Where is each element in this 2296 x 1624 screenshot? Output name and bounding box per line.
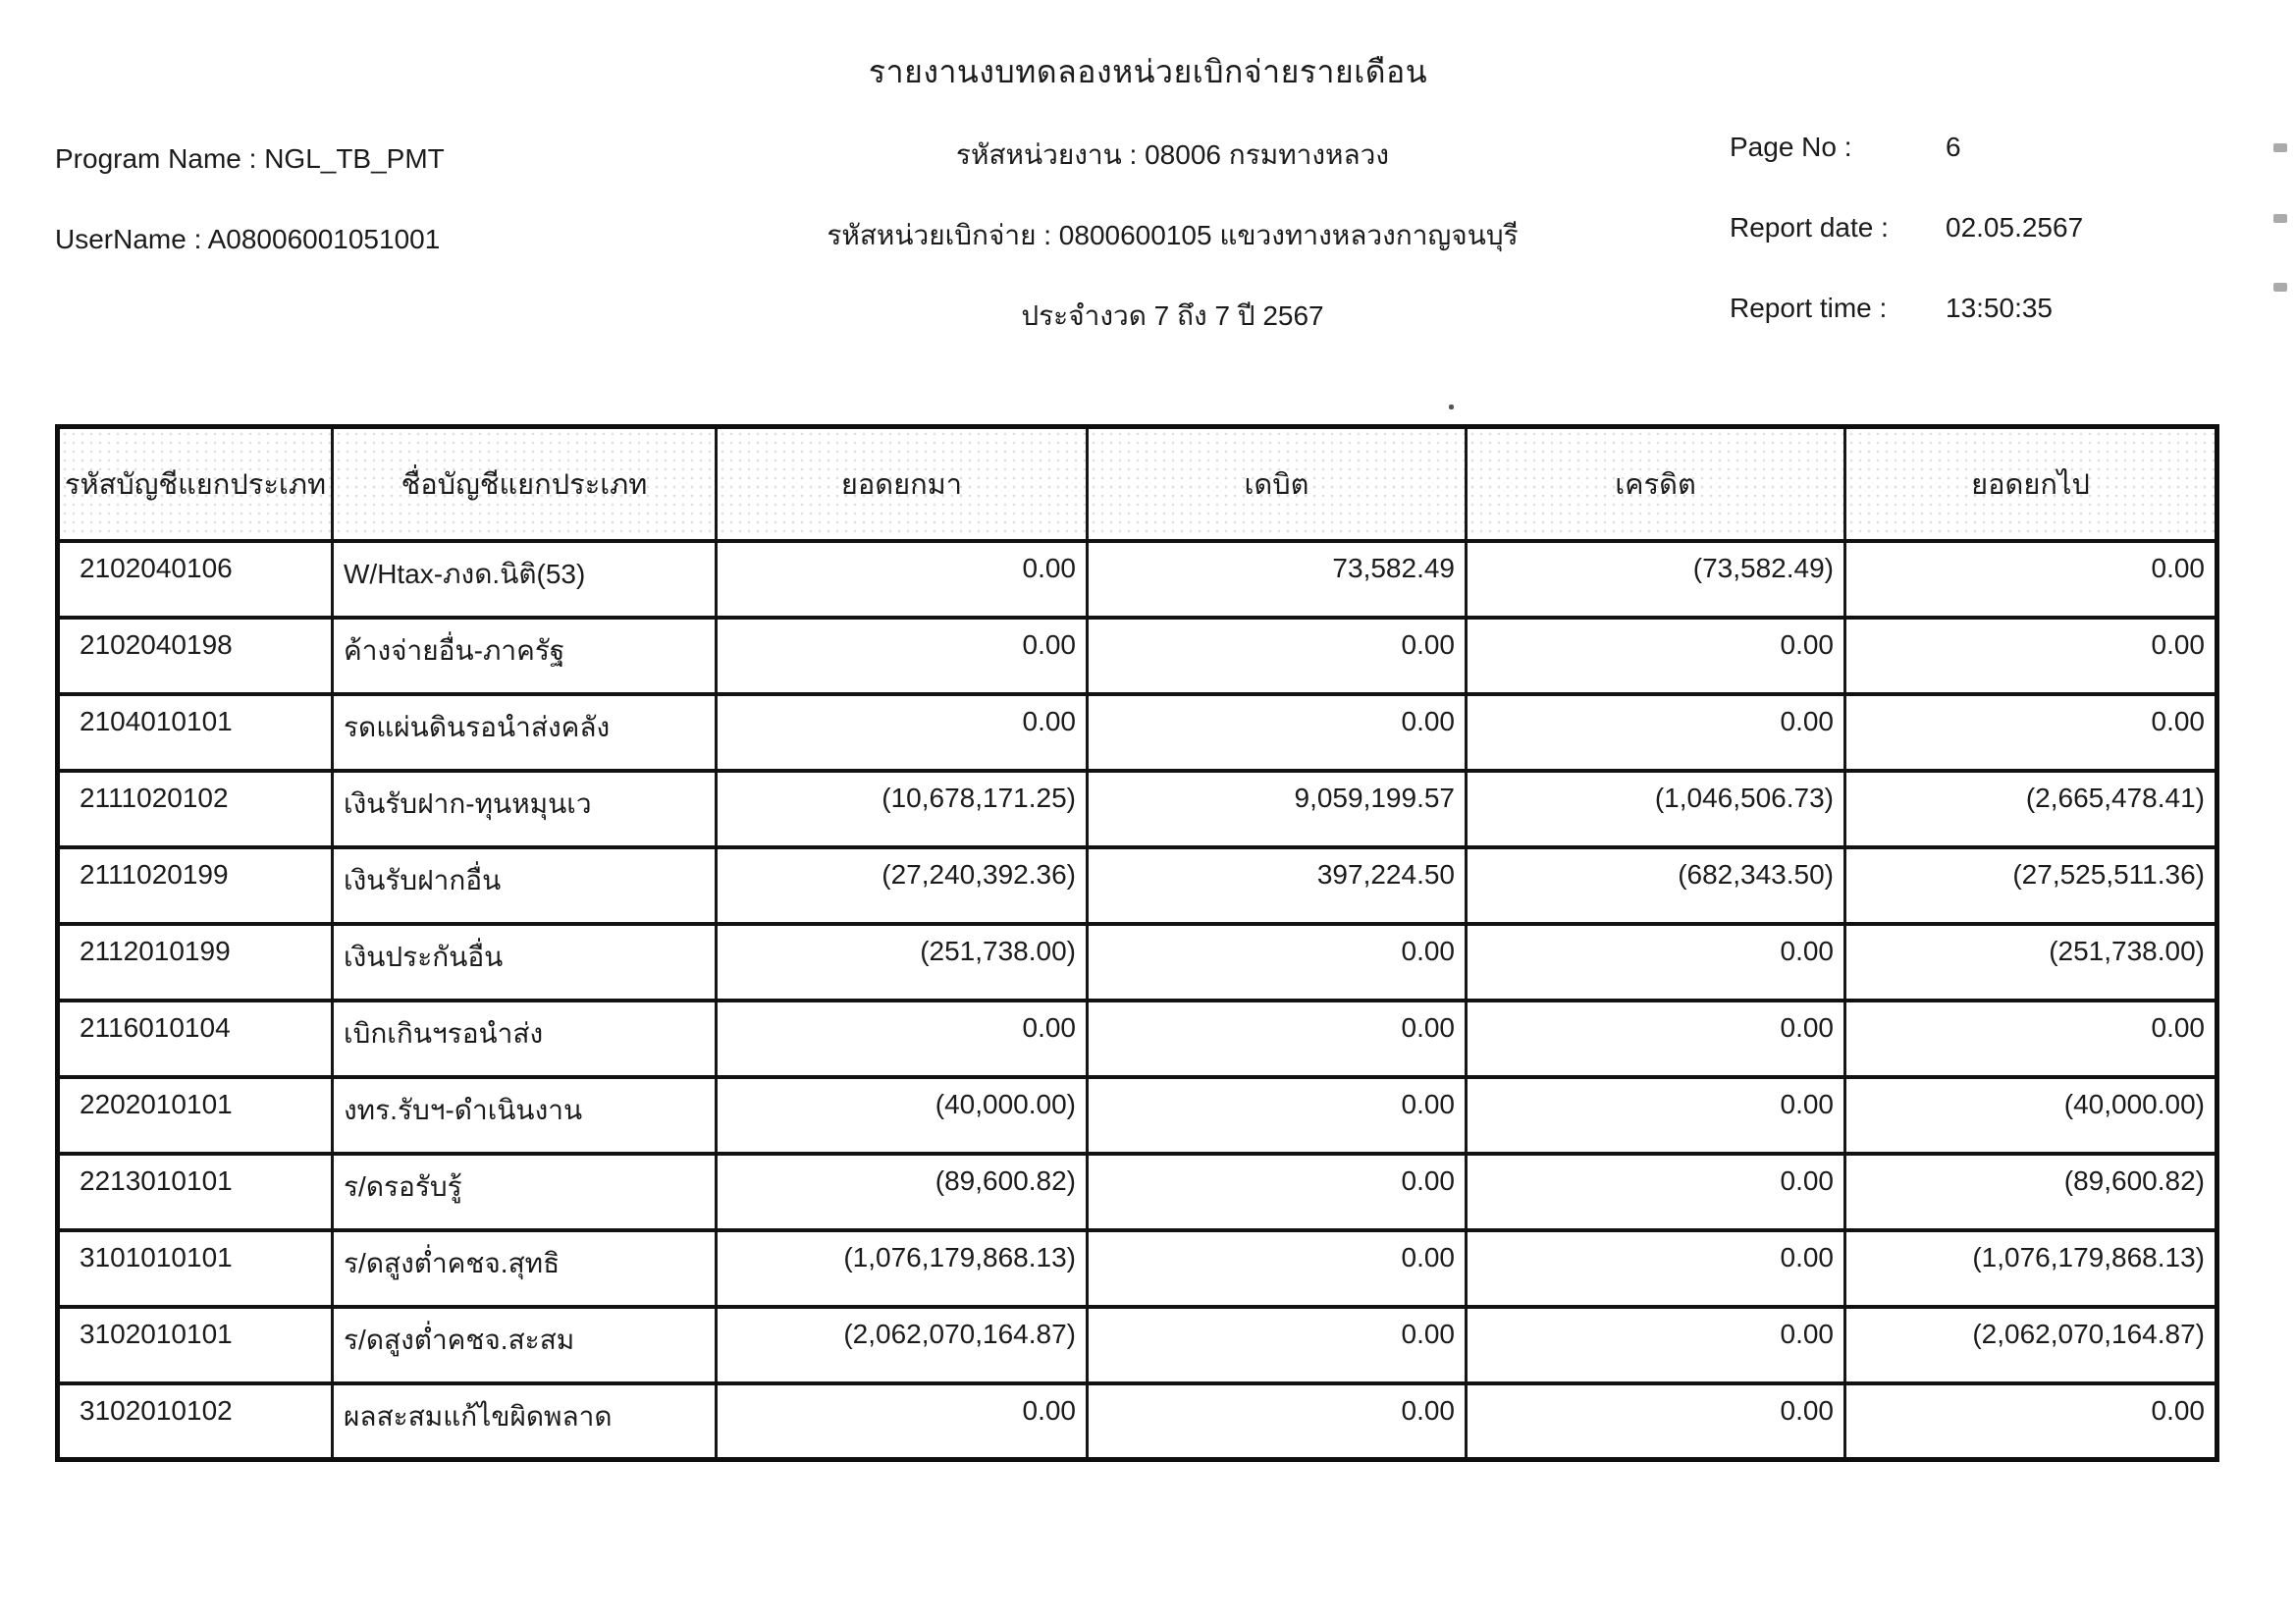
debit-cell: 0.00 — [1088, 1230, 1467, 1307]
account-name-cell: ร/ดสูงต่ำคชจ.สะสม — [333, 1307, 717, 1383]
beginning-balance-cell: (89,600.82) — [717, 1154, 1088, 1230]
ending-balance-cell: 0.00 — [1845, 1001, 2217, 1077]
ending-balance-cell: (2,062,070,164.87) — [1845, 1307, 2217, 1383]
beginning-balance-cell: (10,678,171.25) — [717, 771, 1088, 847]
ending-balance-cell: 0.00 — [1845, 541, 2217, 618]
ending-balance-cell: 0.00 — [1845, 1383, 2217, 1460]
account-name-cell: ผลสะสมแก้ไขผิดพลาด — [333, 1383, 717, 1460]
beginning-balance-cell: 0.00 — [717, 1001, 1088, 1077]
debit-cell: 0.00 — [1088, 618, 1467, 694]
credit-cell: 0.00 — [1467, 1230, 1845, 1307]
header-account-name: ชื่อบัญชีแยกประเภท — [333, 427, 717, 541]
account-code-cell: 2116010104 — [58, 1001, 333, 1077]
username-value: A08006001051001 — [207, 224, 441, 254]
account-name-cell: ร/ดสูงต่ำคชจ.สุทธิ — [333, 1230, 717, 1307]
debit-cell: 0.00 — [1088, 1383, 1467, 1460]
account-code-cell: 3101010101 — [58, 1230, 333, 1307]
credit-cell: 0.00 — [1467, 1001, 1845, 1077]
table-row — [58, 924, 2217, 1001]
table-row — [58, 1383, 2217, 1460]
account-name-cell: เงินประกันอื่น — [333, 924, 717, 1001]
table-header-row — [58, 427, 2217, 541]
scan-artifact — [2273, 143, 2287, 152]
ending-balance-cell: (1,076,179,868.13) — [1845, 1230, 2217, 1307]
scan-artifact — [2273, 283, 2287, 292]
debit-cell: 0.00 — [1088, 1001, 1467, 1077]
credit-cell: (682,343.50) — [1467, 847, 1845, 924]
account-name-cell: เงินรับฝาก-ทุนหมุนเว — [333, 771, 717, 847]
account-code-cell: 2111020199 — [58, 847, 333, 924]
scan-artifact — [2273, 214, 2287, 223]
report-table-body — [58, 541, 2217, 1460]
account-code-cell: 2202010101 — [58, 1077, 333, 1154]
account-name-cell: รดแผ่นดินรอนำส่งคลัง — [333, 694, 717, 771]
ending-balance-cell: (27,525,511.36) — [1845, 847, 2217, 924]
period-line: ประจำงวด 7 ถึง 7 ปี 2567 — [1021, 300, 1324, 331]
table-row — [58, 541, 2217, 618]
credit-cell: (1,046,506.73) — [1467, 771, 1845, 847]
table-row — [58, 771, 2217, 847]
beginning-balance-cell: 0.00 — [717, 618, 1088, 694]
credit-cell: 0.00 — [1467, 694, 1845, 771]
account-code-cell: 2102040106 — [58, 541, 333, 618]
table-row — [58, 1230, 2217, 1307]
beginning-balance-cell: 0.00 — [717, 541, 1088, 618]
header-account-code: รหัสบัญชีแยกประเภท — [58, 427, 333, 541]
trial-balance-table — [55, 424, 2219, 1462]
beginning-balance-cell: (27,240,392.36) — [717, 847, 1088, 924]
header-beginning-balance: ยอดยกมา — [717, 427, 1088, 541]
beginning-balance-cell: 0.00 — [717, 694, 1088, 771]
table-row — [58, 1077, 2217, 1154]
debit-cell: 9,059,199.57 — [1088, 771, 1467, 847]
account-code-cell: 2213010101 — [58, 1154, 333, 1230]
ending-balance-cell: (251,738.00) — [1845, 924, 2217, 1001]
account-name-cell: เงินรับฝากอื่น — [333, 847, 717, 924]
beginning-balance-cell: (40,000.00) — [717, 1077, 1088, 1154]
header-credit: เครดิต — [1467, 427, 1845, 541]
report-date-value: 02.05.2567 — [1946, 212, 2084, 243]
beginning-balance-cell: (1,076,179,868.13) — [717, 1230, 1088, 1307]
credit-cell: 0.00 — [1467, 1077, 1845, 1154]
report-time-label: Report time : — [1730, 293, 1888, 323]
table-row — [58, 694, 2217, 771]
page-no-label: Page No : — [1730, 132, 1852, 162]
table-row — [58, 618, 2217, 694]
scan-artifact — [1449, 405, 1454, 409]
header-debit: เดบิต — [1088, 427, 1467, 541]
account-code-cell: 3102010102 — [58, 1383, 333, 1460]
table-row — [58, 847, 2217, 924]
account-code-cell: 2104010101 — [58, 694, 333, 771]
beginning-balance-cell: 0.00 — [717, 1383, 1088, 1460]
account-name-cell: ร/ดรอรับรู้ — [333, 1154, 717, 1230]
ending-balance-cell: (2,665,478.41) — [1845, 771, 2217, 847]
debit-cell: 0.00 — [1088, 924, 1467, 1001]
debit-cell: 0.00 — [1088, 1154, 1467, 1230]
report-time-value: 13:50:35 — [1946, 293, 2053, 323]
program-name-value: NGL_TB_PMT — [264, 143, 445, 174]
account-name-cell: W/Htax-ภงด.นิติ(53) — [333, 541, 717, 618]
credit-cell: 0.00 — [1467, 1154, 1845, 1230]
agency-code-line: รหัสหน่วยงาน : 08006 กรมทางหลวง — [955, 139, 1390, 170]
credit-cell: 0.00 — [1467, 1383, 1845, 1460]
report-title: รายงานงบทดลองหน่วยเบิกจ่ายรายเดือน — [868, 54, 1428, 89]
account-name-cell: เบิกเกินฯรอนำส่ง — [333, 1001, 717, 1077]
debit-cell: 0.00 — [1088, 694, 1467, 771]
username-label: UserName : — [55, 224, 202, 254]
beginning-balance-cell: (251,738.00) — [717, 924, 1088, 1001]
report-date-label: Report date : — [1730, 212, 1889, 243]
account-code-cell: 2111020102 — [58, 771, 333, 847]
credit-cell: (73,582.49) — [1467, 541, 1845, 618]
ending-balance-cell: (40,000.00) — [1845, 1077, 2217, 1154]
account-code-cell: 2102040198 — [58, 618, 333, 694]
header-ending-balance: ยอดยกไป — [1845, 427, 2217, 541]
table-row — [58, 1001, 2217, 1077]
credit-cell: 0.00 — [1467, 618, 1845, 694]
debit-cell: 0.00 — [1088, 1077, 1467, 1154]
account-name-cell: งทร.รับฯ-ดำเนินงาน — [333, 1077, 717, 1154]
account-code-cell: 3102010101 — [58, 1307, 333, 1383]
program-name-label: Program Name : — [55, 143, 257, 174]
debit-cell: 397,224.50 — [1088, 847, 1467, 924]
credit-cell: 0.00 — [1467, 924, 1845, 1001]
ending-balance-cell: (89,600.82) — [1845, 1154, 2217, 1230]
beginning-balance-cell: (2,062,070,164.87) — [717, 1307, 1088, 1383]
table-row — [58, 1307, 2217, 1383]
account-name-cell: ค้างจ่ายอื่น-ภาครัฐ — [333, 618, 717, 694]
debit-cell: 73,582.49 — [1088, 541, 1467, 618]
account-code-cell: 2112010199 — [58, 924, 333, 1001]
table-row — [58, 1154, 2217, 1230]
page-no-value: 6 — [1946, 132, 1961, 162]
disbursement-unit-line: รหัสหน่วยเบิกจ่าย : 0800600105 แขวงทางหลวงกาญจนบุรี — [827, 220, 1519, 250]
ending-balance-cell: 0.00 — [1845, 694, 2217, 771]
ending-balance-cell: 0.00 — [1845, 618, 2217, 694]
credit-cell: 0.00 — [1467, 1307, 1845, 1383]
debit-cell: 0.00 — [1088, 1307, 1467, 1383]
